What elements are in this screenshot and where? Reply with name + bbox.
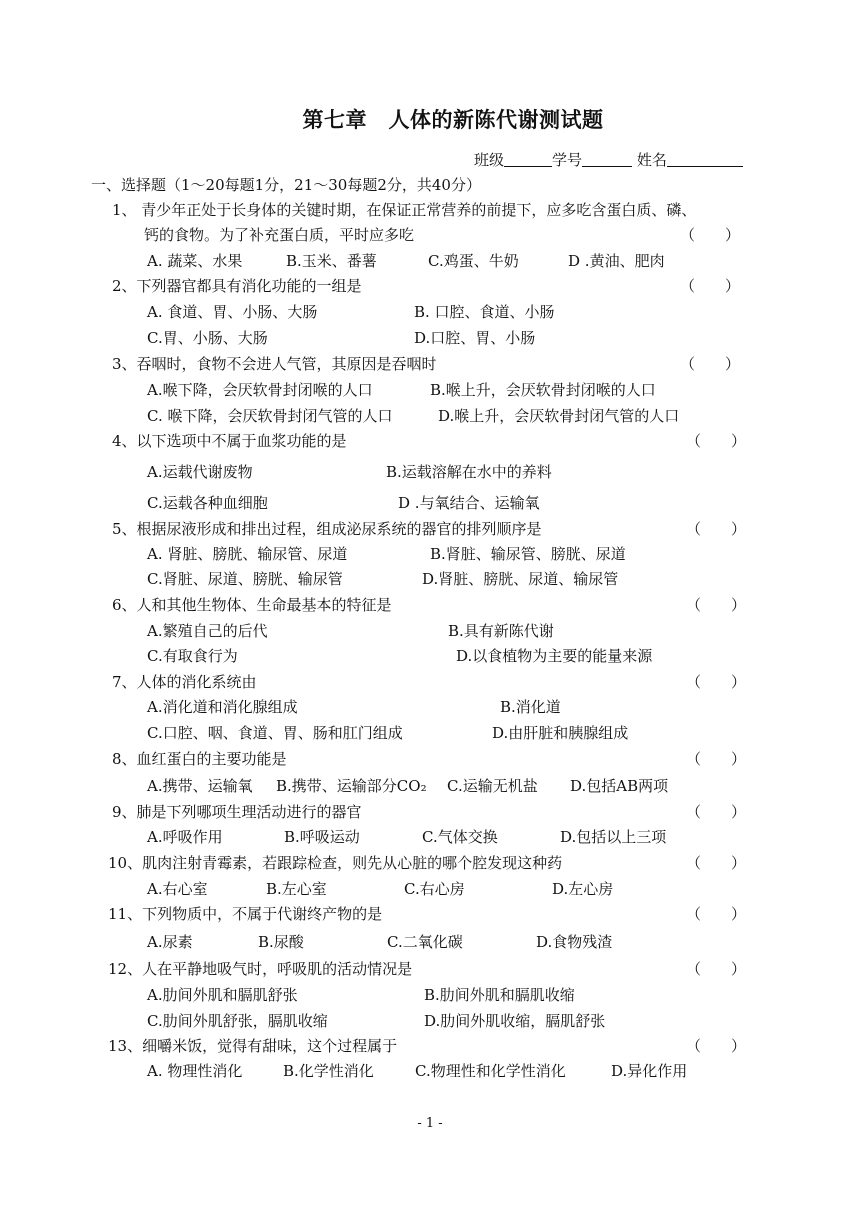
question-6-option-a: A.繁殖自己的后代 <box>147 622 268 640</box>
question-11-option-d: D.食物残渣 <box>536 933 613 951</box>
question-5-stem: 5、根据尿液形成和排出过程，组成泌尿系统的器官的排列顺序是 <box>112 520 542 538</box>
section-title: 一、选择题（1～20每题1分，21～30每题2分，共40分） <box>91 176 481 194</box>
question-7-stem: 7、人体的消化系统由 <box>112 673 257 691</box>
question-12-option-b: B.肋间外肌和膈肌收缩 <box>424 986 575 1004</box>
question-11-option-c: C.二氧化碳 <box>387 933 463 951</box>
class-blank <box>504 152 552 167</box>
question-8-option-d: D.包括AB两项 <box>570 777 669 795</box>
question-3-answer-paren: （ ） <box>680 355 741 373</box>
number-blank <box>582 152 632 167</box>
question-10-option-a: A.右心室 <box>147 880 208 898</box>
question-13-option-d: D.异化作用 <box>611 1062 688 1080</box>
question-9-option-b: B.呼吸运动 <box>284 828 360 846</box>
question-13-option-a: A. 物理性消化 <box>147 1062 243 1080</box>
question-7-option-c: C.口腔、咽、食道、胃、肠和肛门组成 <box>147 724 403 742</box>
question-11-answer-paren: （ ） <box>686 905 747 923</box>
number-label: 学号 <box>552 151 583 169</box>
question-2-stem: 2、下列器官都具有消化功能的一组是 <box>112 277 362 295</box>
question-8-answer-paren: （ ） <box>686 750 747 768</box>
question-9-option-c: C.气体交换 <box>422 828 498 846</box>
question-3-option-c: C. 喉下降，会厌软骨封闭气管的人口 <box>147 407 393 425</box>
question-8-stem: 8、血红蛋白的主要功能是 <box>112 750 287 768</box>
question-11-option-a: A.尿素 <box>147 933 193 951</box>
question-2-option-b: B. 口腔、食道、小肠 <box>414 303 555 321</box>
question-10-option-b: B.左心室 <box>266 880 327 898</box>
question-9-option-a: A.呼吸作用 <box>147 828 223 846</box>
question-5-option-c: C.肾脏、尿道、膀胱、输尿管 <box>147 570 343 588</box>
question-3-option-d: D.喉上升，会厌软骨封闭气管的人口 <box>438 407 680 425</box>
question-1-option-c: C.鸡蛋、牛奶 <box>428 252 519 270</box>
page-title: 第七章 人体的新陈代谢测试题 <box>302 107 604 132</box>
question-6-option-b: B.具有新陈代谢 <box>448 622 554 640</box>
question-2-answer-paren: （ ） <box>680 277 741 295</box>
question-8-option-b: B.携带、运输部分CO₂ <box>276 777 427 795</box>
question-1-stem-line-1: 1、 青少年正处于长身体的关键时期，在保证正常营养的前提下，应多吃含蛋白质、磷、 <box>112 201 697 219</box>
question-1-option-b: B.玉米、番薯 <box>286 252 377 270</box>
question-13-option-b: B.化学性消化 <box>283 1062 374 1080</box>
question-1-option-d: D .黄油、肥肉 <box>568 252 665 270</box>
name-blank <box>667 152 743 167</box>
question-2-option-a: A. 食道、胃、小肠、大肠 <box>147 303 318 321</box>
question-8-option-c: C.运输无机盐 <box>447 777 538 795</box>
question-5-option-b: B.肾脏、输尿管、膀胱、尿道 <box>430 545 626 563</box>
question-13-stem: 13、细嚼米饭，觉得有甜味，这个过程属于 <box>108 1037 398 1055</box>
question-12-option-d: D.肋间外肌收缩，膈肌舒张 <box>424 1012 606 1030</box>
question-3-stem: 3、吞咽时，食物不会进人气管，其原因是吞咽时 <box>112 355 437 373</box>
question-4-option-c: C.运载各种血细胞 <box>147 494 268 512</box>
question-7-answer-paren: （ ） <box>686 673 747 691</box>
question-1-option-a: A. 蔬菜、水果 <box>147 252 243 270</box>
question-13-option-c: C.物理性和化学性消化 <box>415 1062 566 1080</box>
question-8-option-a: A.携带、运输氧 <box>147 777 253 795</box>
question-9-option-d: D.包括以上三项 <box>560 828 667 846</box>
question-10-option-d: D.左心房 <box>552 880 614 898</box>
name-label: 姓名 <box>636 151 667 169</box>
question-5-answer-paren: （ ） <box>686 520 747 538</box>
question-4-answer-paren: （ ） <box>686 432 747 450</box>
question-1-stem-line-2: 钙的食物。为了补充蛋白质，平时应多吃 <box>144 226 415 244</box>
question-11-stem: 11、下列物质中，不属于代谢终产物的是 <box>108 905 383 923</box>
page-number: - 1 - <box>417 1116 443 1131</box>
question-2-option-d: D.口腔、胃、小肠 <box>414 329 536 347</box>
question-10-option-c: C.右心房 <box>404 880 465 898</box>
question-12-option-a: A.肋间外肌和膈肌舒张 <box>147 986 298 1004</box>
question-10-answer-paren: （ ） <box>686 854 747 872</box>
question-6-answer-paren: （ ） <box>686 596 747 614</box>
student-info <box>474 149 743 170</box>
question-12-option-c: C.肋间外肌舒张，膈肌收缩 <box>147 1012 328 1030</box>
question-6-stem: 6、人和其他生物体、生命最基本的特征是 <box>112 596 392 614</box>
question-7-option-d: D.由肝脏和胰腺组成 <box>492 724 629 742</box>
question-9-stem: 9、肺是下列哪项生理活动进行的器官 <box>112 803 362 821</box>
question-6-option-c: C.有取食行为 <box>147 647 238 665</box>
question-2-option-c: C.胃、小肠、大肠 <box>147 329 268 347</box>
question-12-stem: 12、人在平静地吸气时，呼吸肌的活动情况是 <box>108 960 413 978</box>
question-4-stem: 4、以下选项中不属于血浆功能的是 <box>112 432 347 450</box>
question-1-answer-paren: （ ） <box>680 226 741 244</box>
question-11-option-b: B.尿酸 <box>258 933 304 951</box>
question-10-stem: 10、肌肉注射青霉素，若跟踪检查，则先从心脏的哪个腔发现这种药 <box>108 854 563 872</box>
question-4-option-b: B.运载溶解在水中的养料 <box>386 463 552 481</box>
question-13-answer-paren: （ ） <box>686 1037 747 1055</box>
question-3-option-a: A.喉下降，会厌软骨封闭喉的人口 <box>147 381 373 399</box>
question-4-option-a: A.运载代谢废物 <box>147 463 253 481</box>
class-label: 班级 <box>474 151 505 169</box>
question-7-option-b: B.消化道 <box>500 698 561 716</box>
question-5-option-d: D.肾脏、膀胱、尿道、输尿管 <box>422 570 619 588</box>
question-6-option-d: D.以食植物为主要的能量来源 <box>456 647 653 665</box>
question-3-option-b: B.喉上升，会厌软骨封闭喉的人口 <box>430 381 656 399</box>
question-4-option-d: D .与氧结合、运输氧 <box>398 494 540 512</box>
question-5-option-a: A. 肾脏、膀胱、输尿管、尿道 <box>147 545 348 563</box>
question-7-option-a: A.消化道和消化腺组成 <box>147 698 298 716</box>
question-9-answer-paren: （ ） <box>686 803 747 821</box>
question-12-answer-paren: （ ） <box>686 960 747 978</box>
